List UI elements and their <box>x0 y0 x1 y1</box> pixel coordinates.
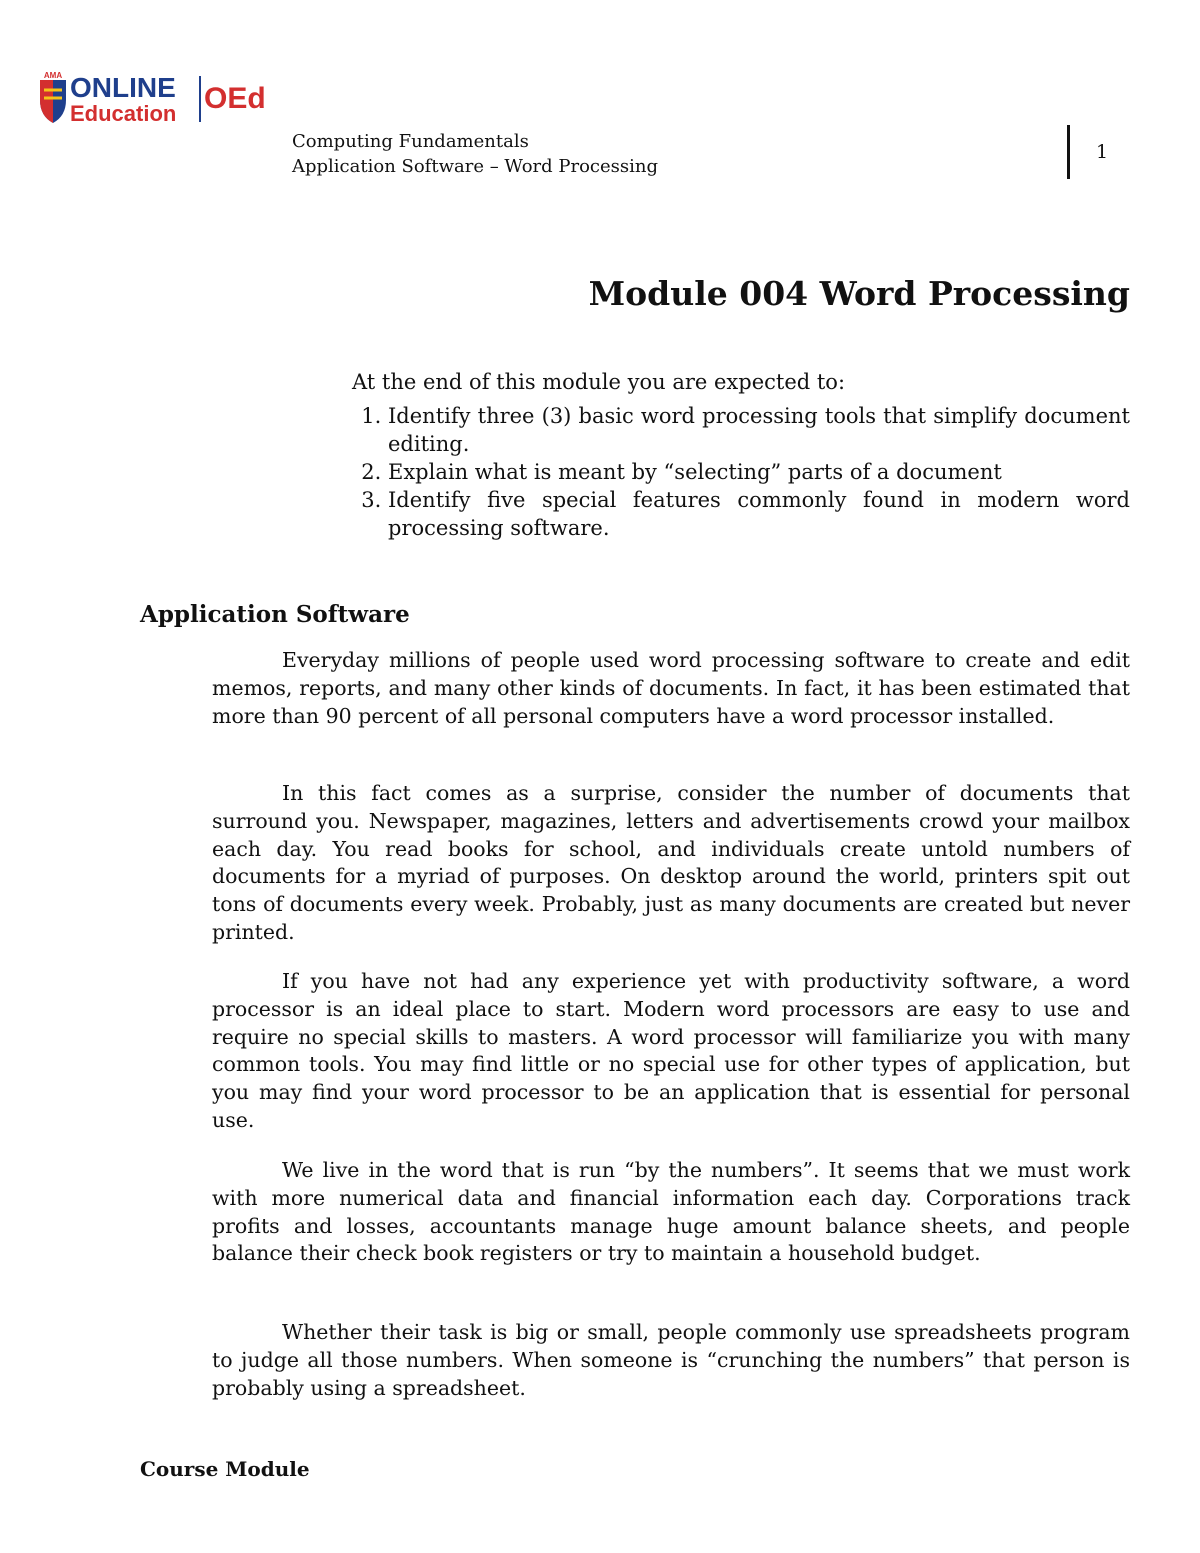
objectives-intro: At the end of this module you are expected to: <box>352 370 846 394</box>
shield-text: AMA <box>43 71 63 80</box>
paragraph-text: In this fact comes as a surprise, consider the number of documents that surround you. Newspaper, magazines, letters and advertisements crowd your mailbox each day. You read books for school, and individuals create untold numbers of documents for a myriad of purposes. On desktop around the world, printers spit out tons of documents every week. Probably, just as many documents are created but never printed. <box>212 781 1130 944</box>
objectives-list <box>352 402 1130 542</box>
body-paragraph <box>212 647 1130 730</box>
running-header <box>292 129 658 179</box>
module-title: Module 004 Word Processing <box>588 274 1130 313</box>
footer-course-module: Course Module <box>140 1457 310 1481</box>
page-number: 1 <box>1096 141 1109 163</box>
header-topic: Application Software – Word Processing <box>292 156 659 177</box>
learning-objectives <box>352 368 1130 542</box>
section-heading: Application Software <box>140 601 410 628</box>
paragraph-text: If you have not had any experience yet with productivity software, a word processor is an ideal place to start. Modern word processors are easy to use and require no special skills to masters. A word processor will familiarize you with many common tools. You may find little or no special use for other types of application, but you may find your word processor to be an application that is essential for personal use. <box>212 969 1130 1132</box>
paragraph-text: We live in the word that is run “by the numbers”. It seems that we must work with more numerical data and financial information each day. Corporations track profits and losses, accountants manage huge amount balance sheets, and people balance their check book registers or try to maintain a household budget. <box>212 1158 1130 1266</box>
online-education-logo <box>36 70 276 126</box>
logo-divider <box>199 76 201 122</box>
logo-education-text: Education <box>70 101 177 126</box>
ama-shield-icon <box>40 71 66 123</box>
header-course: Computing Fundamentals <box>292 131 529 152</box>
page-number-rule <box>1067 125 1070 179</box>
objective-item: 3. Identify five special features commonly found in modern word processing software. <box>388 486 1130 542</box>
paragraph-text: Whether their task is big or small, people commonly use spreadsheets program to judge all those numbers. When someone is “crunching the numbers” that person is probably using a spreadsheet. <box>212 1320 1130 1400</box>
body-paragraph <box>212 968 1130 1135</box>
objective-item: 2. Explain what is meant by “selecting” parts of a document <box>388 458 1130 486</box>
body-paragraph <box>212 1157 1130 1268</box>
body-paragraph <box>212 1319 1130 1402</box>
body-paragraph <box>212 780 1130 947</box>
paragraph-text: Everyday millions of people used word processing software to create and edit memos, reports, and many other kinds of documents. In fact, it has been estimated that more than 90 percent of all personal computers have a word processor installed. <box>212 648 1130 728</box>
logo-oed-text: OEd <box>204 82 266 115</box>
logo-online-text: ONLINE <box>70 72 176 103</box>
objective-item: 1. Identify three (3) basic word processing tools that simplify document editing. <box>388 402 1130 458</box>
